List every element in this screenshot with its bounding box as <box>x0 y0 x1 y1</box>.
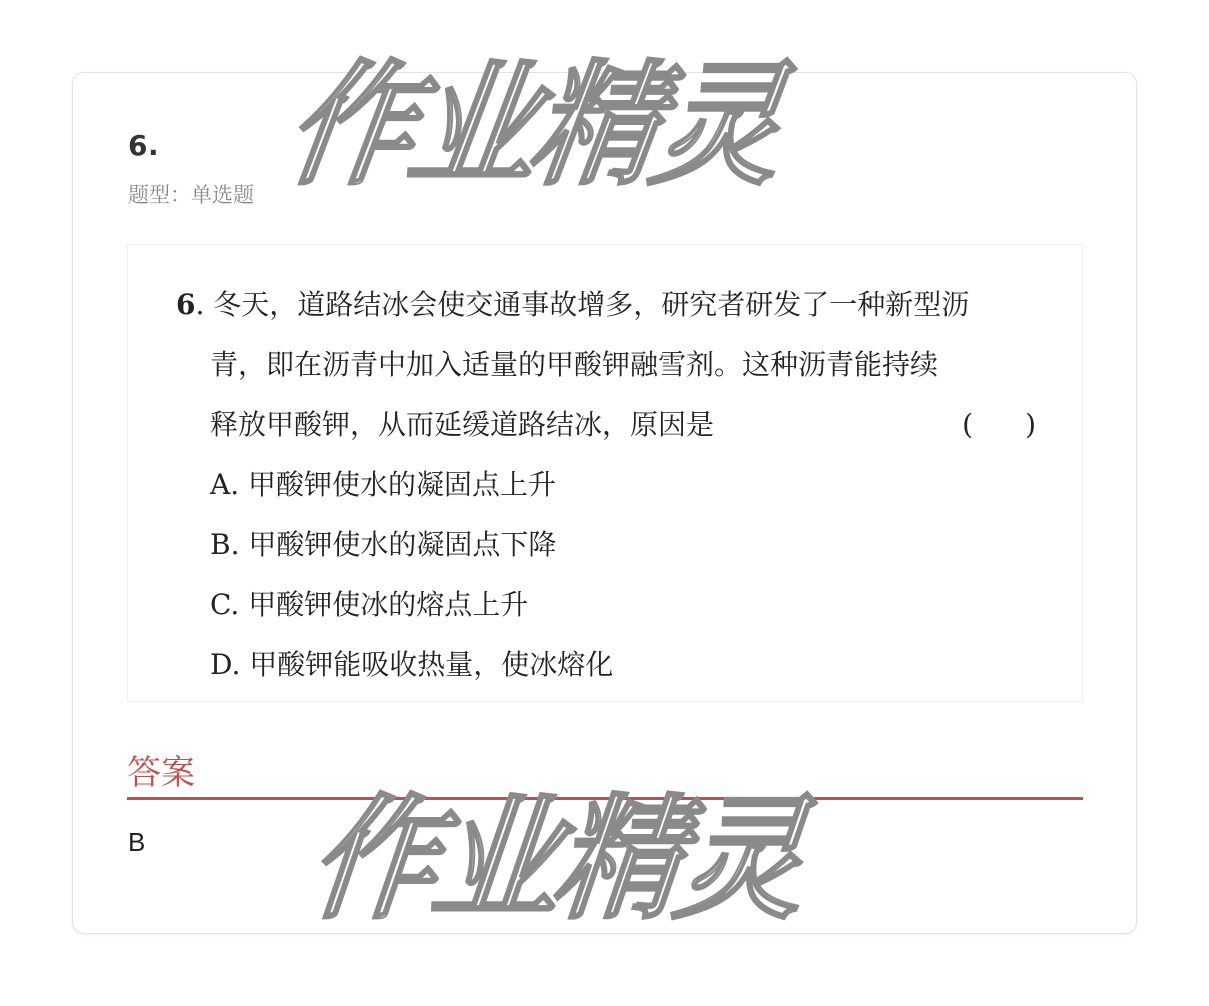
stem-line-text: 青，即在沥青中加入适量的甲酸钾融雪剂。这种沥青能持续 <box>210 348 939 381</box>
stem-line-text: . 冬天，道路结冰会使交通事故增多，研究者研发了一种新型沥 <box>195 288 970 321</box>
option-d: D. 甲酸钾能吸收热量，使冰熔化 <box>210 648 614 681</box>
stem-line <box>176 335 1036 395</box>
watermark-logo: 作业精灵 <box>277 47 788 205</box>
question-stem <box>176 275 1036 695</box>
answer-heading: 答案 <box>127 753 195 793</box>
option-b: B. 甲酸钾使水的凝固点下降 <box>210 528 557 561</box>
question-image <box>127 244 1083 702</box>
question-card <box>72 72 1137 934</box>
question-type-value: 单选题 <box>191 183 254 207</box>
stem-line <box>176 395 1036 455</box>
question-number: 6. <box>128 129 160 162</box>
watermark-logo: 作业精灵 <box>302 781 807 939</box>
question-type-label: 题型： <box>128 183 191 207</box>
option-c: C. 甲酸钾使冰的熔点上升 <box>210 588 529 621</box>
answer-divider <box>127 797 1083 800</box>
stem-line <box>176 275 1036 335</box>
answer-value: B <box>128 827 146 857</box>
option-a: A. 甲酸钾使水的凝固点上升 <box>210 468 557 501</box>
stem-line-text: 释放甲酸钾，从而延缓道路结冰，原因是 <box>210 408 715 441</box>
stem-number: 6 <box>176 288 196 321</box>
answer-blank: ( ) <box>962 408 1036 441</box>
question-type <box>128 179 254 209</box>
